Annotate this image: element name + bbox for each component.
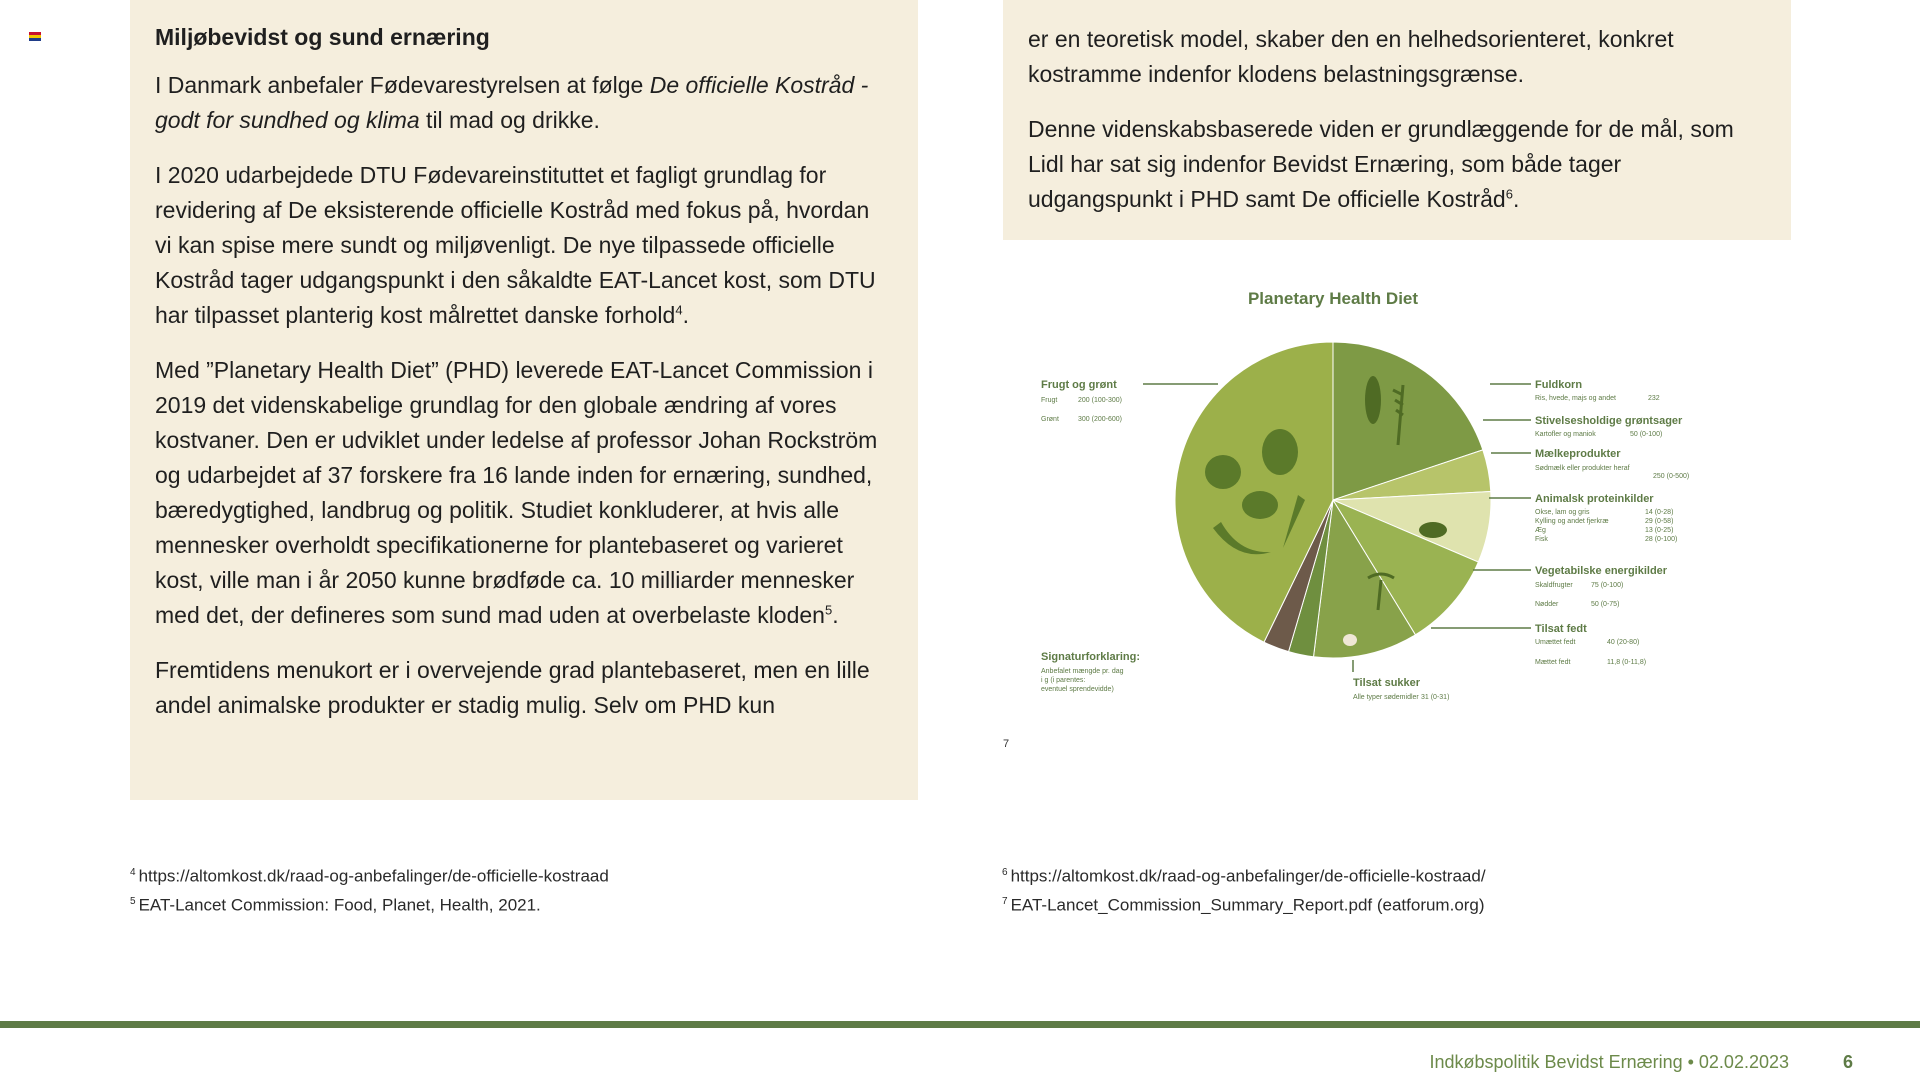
label-frugt-row2-name: Grønt <box>1041 416 1059 423</box>
label-animalsk-row2-name: Kylling og andet fjerkræ <box>1535 518 1609 525</box>
footnote-6-number: 6 <box>1002 867 1008 878</box>
label-animalsk-row1-value: 14 (0-28) <box>1645 509 1674 516</box>
footnote-ref-5[interactable]: 5 <box>824 602 833 618</box>
label-vegetabilsk-row1-name: Skaldfrugter <box>1535 582 1573 589</box>
paragraph-1-text-b: til mad og drikke. <box>419 107 600 133</box>
page-number: 6 <box>1843 1052 1854 1072</box>
label-animalsk-row3-value: 13 (0-25) <box>1645 527 1674 534</box>
right-paragraph-2 <box>1028 112 1765 217</box>
label-sukker-title: Tilsat sukker <box>1353 677 1421 689</box>
right-text-panel <box>1003 0 1791 240</box>
paragraph-2-text: I 2020 udarbejdede DTU Fødevareinstituttet et fagligt grundlag for revidering af De eksisterende officielle Kostråd med fokus på, hvordan vi kan spise mere sundt og miljøvenligt. De nye tilpassede officielle Kostråd tager udgangspunkt i den såkaldte EAT-Lancet kost, som DTU har tilpasset planterig kost målrettet danske forhold <box>155 162 876 328</box>
label-stivelse-title: Stivelsesholdige grøntsager <box>1535 415 1683 427</box>
label-fuldkorn-row1-name: Ris, hvede, majs og andet <box>1535 395 1616 402</box>
language-flag-icon[interactable] <box>29 32 41 41</box>
pumpkin-icon <box>1242 491 1278 519</box>
paragraph-3-end: . <box>832 602 839 628</box>
label-frugt-title: Frugt og grønt <box>1041 379 1117 391</box>
paragraph-1 <box>155 68 892 138</box>
figure-footnote-ref[interactable]: 7 <box>1003 738 1010 750</box>
footnote-4-link[interactable]: https://altomkost.dk/raad-og-anbefalinger/de-officielle-kostraad <box>138 866 609 886</box>
label-vegetabilsk-row1-value: 75 (0-100) <box>1591 582 1624 589</box>
label-sukker-row1-value: 31 (0-31) <box>1421 694 1450 701</box>
paragraph-4: Fremtidens menukort er i overvejende grad plantebaseret, men en lille andel animalske produkter er stadig mulig. Selv om PHD kun <box>155 657 870 718</box>
footer-divider <box>0 1021 1920 1028</box>
pepper-icon <box>1262 429 1298 475</box>
label-vegetabilsk-row2-name: Nødder <box>1535 601 1559 608</box>
footnotes-right <box>1002 860 1486 917</box>
footnote-5 <box>130 889 609 918</box>
label-stivelse-row1-value: 50 (0-100) <box>1630 431 1663 438</box>
label-fedt-row2-name: Mættet fedt <box>1535 659 1571 666</box>
paragraph-3 <box>155 353 892 633</box>
right-paragraph-2-text: Denne videnskabsbaserede viden er grundlæggende for de mål, som Lidl har sat sig indenfor Bevidst Ernæring, som både tager udgangspunkt i PHD samt De officielle Kostråd <box>1028 116 1734 212</box>
footnote-7-link[interactable]: EAT-Lancet_Commission_Summary_Report.pdf (eatforum.org) <box>1010 895 1485 915</box>
apple-icon <box>1205 455 1241 489</box>
corn-icon <box>1365 376 1381 424</box>
footnote-ref-4[interactable]: 4 <box>675 302 683 318</box>
label-maelk-row1-name: Sødmælk eller produkter heraf <box>1535 465 1630 472</box>
planetary-health-diet-chart <box>1003 270 1763 720</box>
label-stivelse-row1-name: Kartofler og maniok <box>1535 431 1596 438</box>
label-animalsk-row2-value: 29 (0-58) <box>1645 518 1674 525</box>
left-text-panel <box>130 0 918 800</box>
chart-title: Planetary Health Diet <box>1247 289 1419 308</box>
label-vegetabilsk-row2-value: 50 (0-75) <box>1591 601 1620 608</box>
label-fuldkorn-title: Fuldkorn <box>1535 379 1583 391</box>
label-animalsk-title: Animalsk proteinkilder <box>1535 493 1654 505</box>
label-vegetabilsk-title: Vegetabilske energikilder <box>1535 565 1668 577</box>
pie-slices <box>1175 342 1491 658</box>
label-animalsk-row1-name: Okse, lam og gris <box>1535 509 1590 516</box>
footnote-5-text: EAT-Lancet Commission: Food, Planet, Health, 2021. <box>138 895 541 915</box>
paragraph-2-end: . <box>682 302 689 328</box>
paragraph-1-emphasis: De officielle Kostråd - godt for sundhed og klima <box>155 72 869 133</box>
right-paragraph-1: er en teoretisk model, skaber den en helhedsorienteret, konkret kostramme indenfor klodens belastningsgrænse. <box>1028 26 1674 87</box>
label-frugt-row1-name: Frugt <box>1041 397 1058 404</box>
footnote-7-number: 7 <box>1002 895 1008 907</box>
footnotes-left <box>130 860 609 917</box>
legend-line-3: eventuel sprendevidde) <box>1041 686 1114 693</box>
footnote-5-number: 5 <box>130 895 136 907</box>
label-maelk-row1-value: 250 (0-500) <box>1653 473 1690 480</box>
label-sukker-row1-name: Alle typer sødemidler <box>1353 694 1419 701</box>
label-animalsk-row4-value: 28 (0-100) <box>1645 536 1678 543</box>
sugar-icon <box>1343 634 1357 646</box>
label-animalsk-row3-name: Æg <box>1535 527 1546 534</box>
section-heading: Miljøbevidst og sund ernæring <box>155 24 490 50</box>
paragraph-1-text-a: I Danmark anbefaler Fødevarestyrelsen at følge <box>155 72 650 98</box>
footnote-6-link[interactable]: https://altomkost.dk/raad-og-anbefalinger/de-officielle-kostraad/ <box>1010 866 1486 886</box>
label-maelk-title: Mælkeprodukter <box>1535 448 1621 460</box>
legend-line-1: Anbefalet mængde pr. dag <box>1041 668 1124 675</box>
right-paragraph-2-end: . <box>1512 186 1520 212</box>
label-frugt-row2-value: 300 (200-600) <box>1078 416 1122 423</box>
paragraph-2 <box>155 158 892 333</box>
footnote-6[interactable] <box>1002 860 1486 889</box>
label-frugt-row1-value: 200 (100-300) <box>1078 397 1122 404</box>
footer-title: Indkøbspolitik Bevidst Ernæring • 02.02.2023 <box>1429 1052 1789 1072</box>
legend-title: Signaturforklaring: <box>1041 651 1141 663</box>
label-animalsk-row4-name: Fisk <box>1535 536 1548 543</box>
label-fedt-row2-value: 11,8 (0-11,8) <box>1607 659 1647 666</box>
footnote-4-number: 4 <box>130 867 136 878</box>
paragraph-3-text: Med ”Planetary Health Diet” (PHD) leverede EAT-Lancet Commission i 2019 det videnskabelige grundlag for den globale ændring af vores kostvaner. Den er udviklet under ledelse af professor Johan Rockström og udarbejdet af 37 forskere fra 16 lande inden for ernæring, sundhed, bæredygtighed, landbrug og politik. Studiet konkluderer, at hvis alle mennesker overholdt specifikationerne for plantebaseret og varieret kost, ville man i år 2050 kunne brødføde ca. 10 milliarder mennesker med det, der defineres som sund mad uden at overbelaste kloden <box>155 357 878 628</box>
label-fedt-row1-name: Umættet fedt <box>1535 639 1576 646</box>
footnote-4[interactable] <box>130 860 609 889</box>
legend-line-2: i g (i parentes: <box>1041 677 1086 684</box>
label-fuldkorn-row1-value: 232 <box>1648 395 1660 402</box>
label-fedt-title: Tilsat fedt <box>1535 623 1587 635</box>
beans-icon <box>1419 522 1447 538</box>
footnote-ref-6[interactable]: 6 <box>1505 186 1513 202</box>
label-fedt-row1-value: 40 (20-80) <box>1607 639 1640 646</box>
footnote-7[interactable] <box>1002 889 1486 918</box>
